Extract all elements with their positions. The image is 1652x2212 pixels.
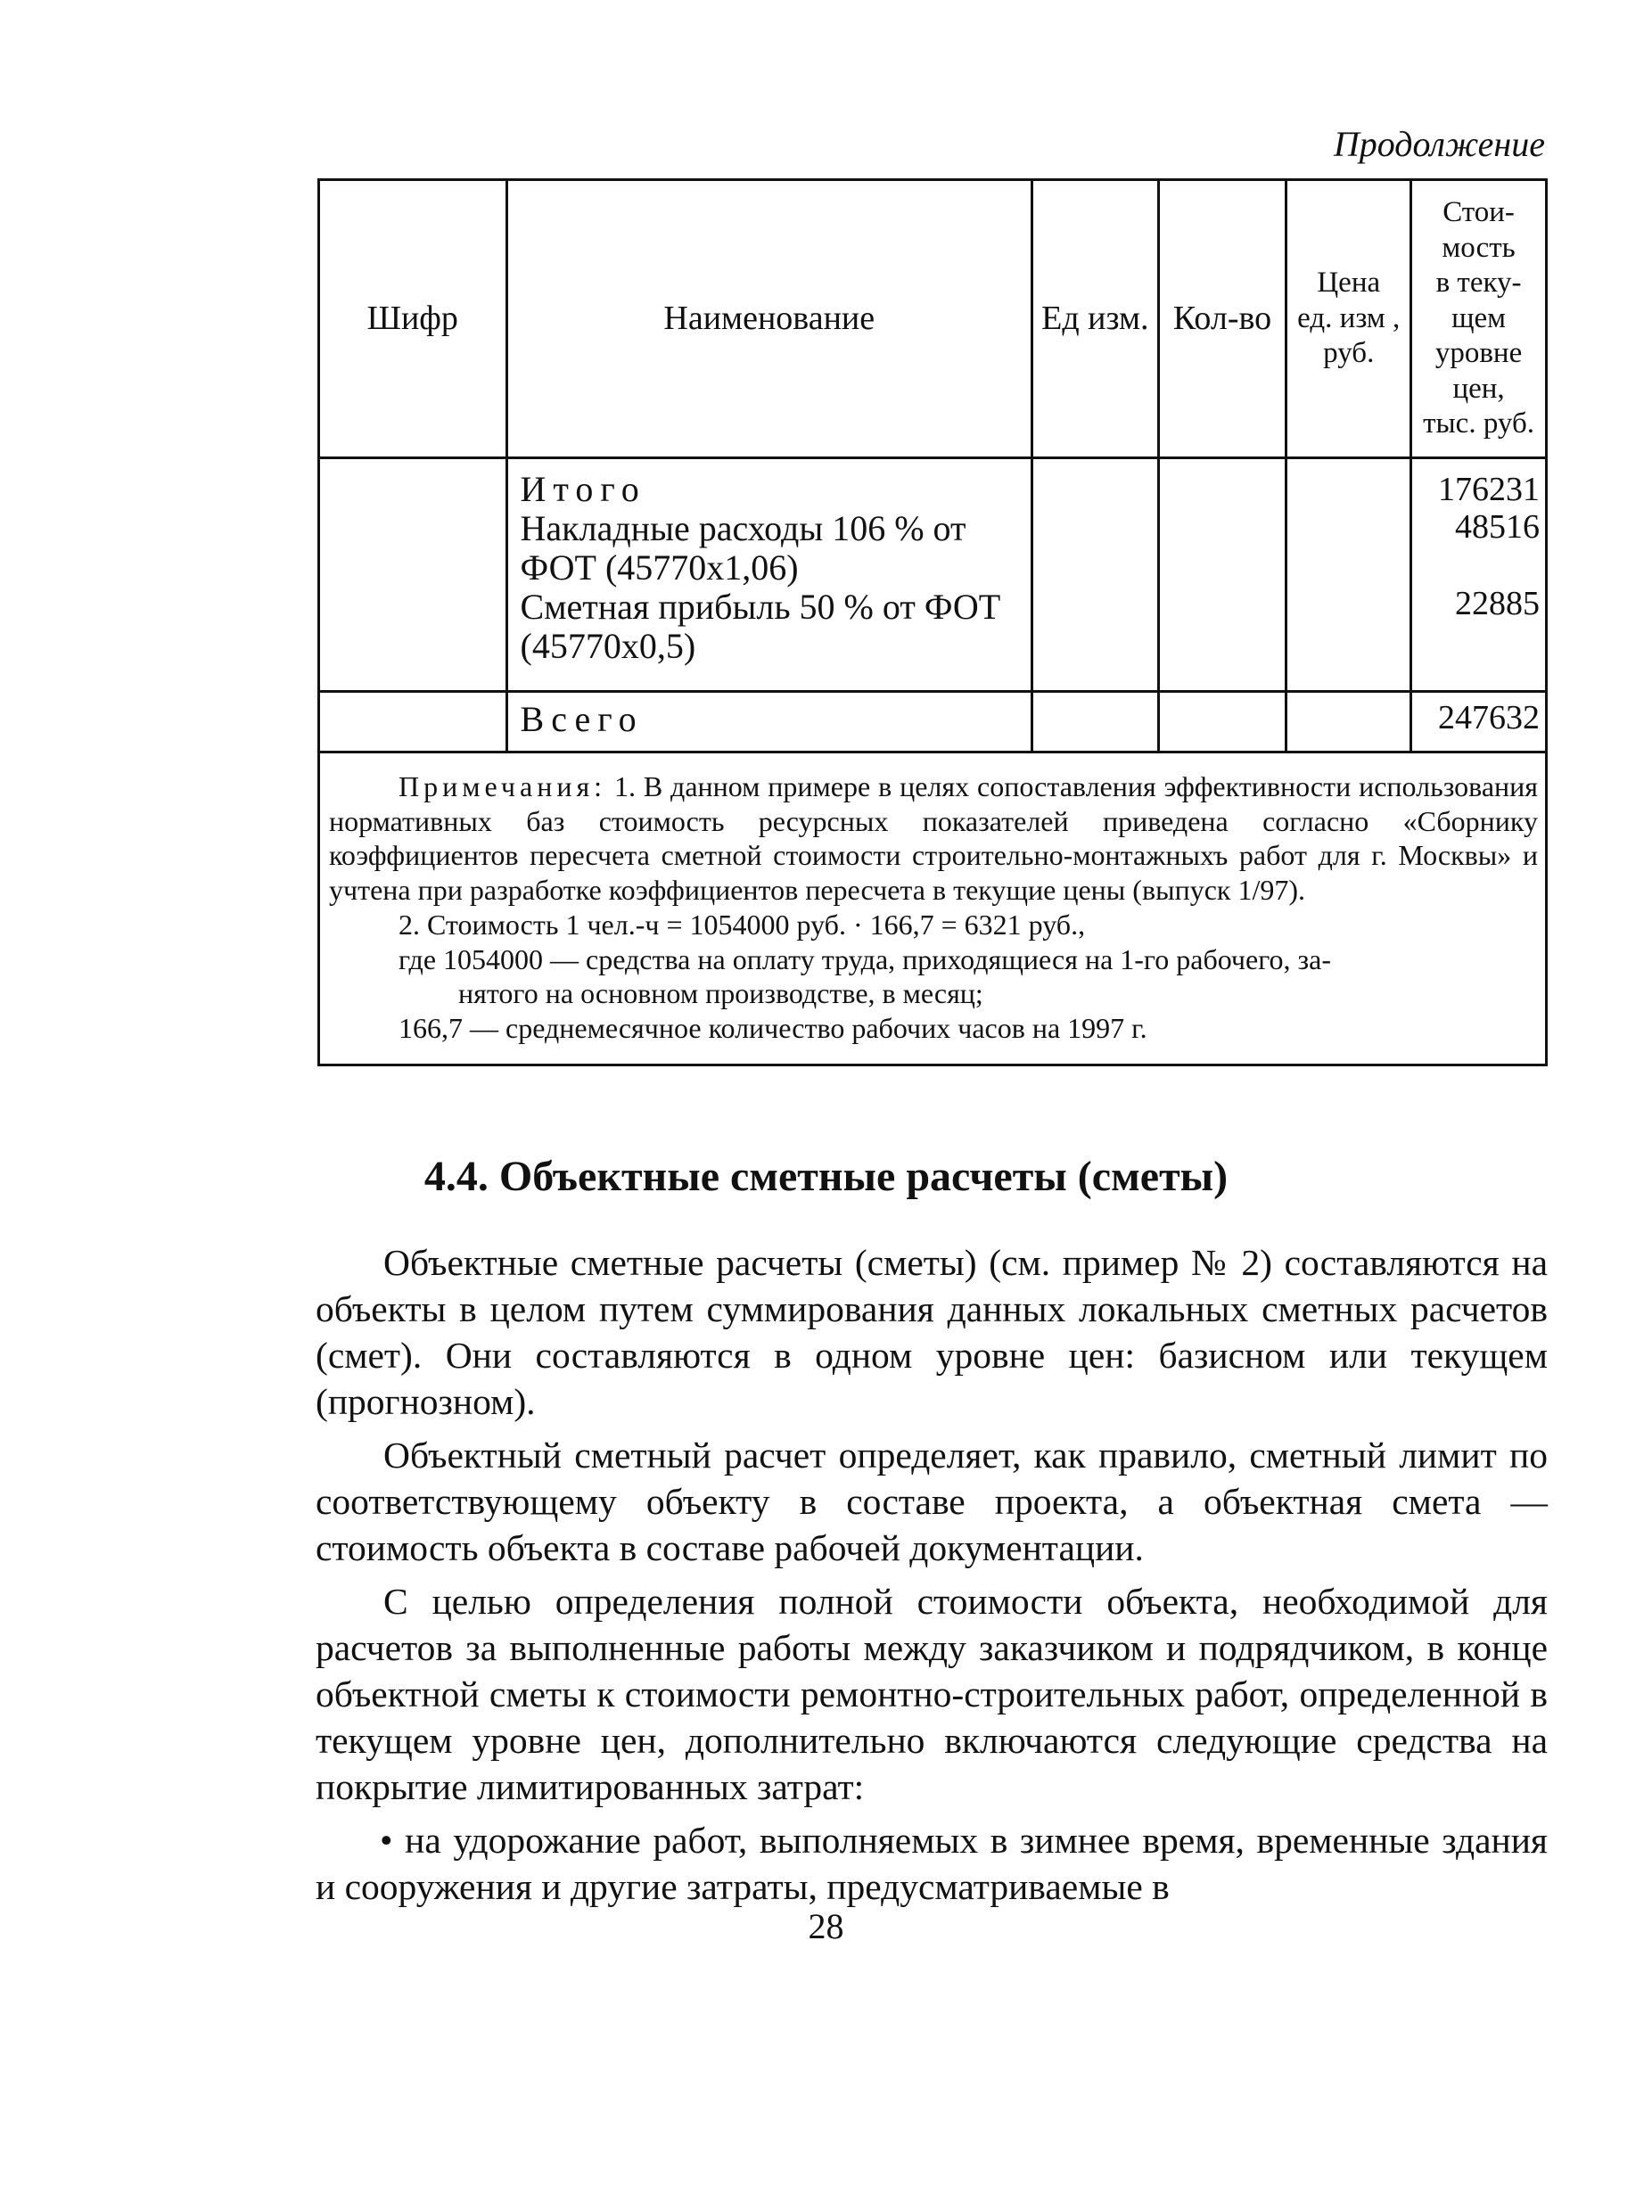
table-row-grand-total <box>319 692 1547 752</box>
page-number: 28 <box>808 1906 844 1946</box>
total-value: 176231 <box>1438 471 1540 508</box>
note-3b: нятого на основном производстве, в месяц; <box>458 977 983 1010</box>
overhead-value: 48516 <box>1455 507 1540 546</box>
grand-label: Всего <box>520 699 644 739</box>
cell-totals-values <box>1411 458 1547 692</box>
bullet-item: • на удорожание работ, выполняемых в зимнее время, временные здания и сооружения и другие затраты, предусматриваемые в <box>316 1820 1548 1907</box>
estimate-table <box>317 178 1548 1066</box>
header-price: Цена ед. изм , руб. <box>1286 180 1411 458</box>
cell-totals-names: Итого Накладные расходы 106 % от ФОТ (45770х1,06) Сметная прибыль 50 % от ФОТ (45770х0,5) <box>506 458 1031 692</box>
notes-cell <box>319 752 1547 1065</box>
note-3: где 1054000 — средства на оплату труда, приходящиеся на 1-го рабочего, за- <box>399 942 1332 975</box>
continuation-label: Продолжение <box>1333 124 1545 164</box>
body-text <box>316 1239 1548 1917</box>
paragraph-3: С целью определения полной стоимости объекта, необходимой для расчетов за выполненные работы между заказчиком и подрядчиком, в конце объектной сметы к стоимости ремонтно-строительных работ, определенной в текущем уровне цен, дополнительно включаются следующие средства на покрытие лимитированных затрат: <box>316 1581 1548 1807</box>
table-row-totals <box>319 458 1547 692</box>
cell-code-empty <box>319 458 507 692</box>
notes-label: Примечания: <box>399 770 607 802</box>
paragraph-2: Объектный сметный расчет определяет, как правило, сметный лимит по соответствующему объекту в составе проекта, а объектная смета — стоимость объекта в составе рабочей документации. <box>316 1435 1548 1568</box>
section-title: 4.4. Объектные сметные расчеты (сметы) <box>423 1153 1229 1200</box>
table-header-row <box>319 180 1547 458</box>
note-2: 2. Стоимость 1 чел.-ч = 1054000 руб. · 166,7 = 6321 руб., <box>399 908 1086 941</box>
grand-value: 247632 <box>1411 692 1547 752</box>
note-4: 166,7 — среднемесячное количество рабочих часов на 1997 г. <box>399 1012 1147 1045</box>
profit-value: 22885 <box>1455 584 1540 622</box>
header-qty: Кол-во <box>1158 180 1286 458</box>
paragraph-1: Объектные сметные расчеты (сметы) (см. пример № 2) составляются на объекты в целом путем суммирования данных локальных сметных расчетов (смет). Они составляются в одном уровне цен: базисном или текущем (прогнозном). <box>316 1242 1548 1422</box>
header-cost: Стои- мость в теку- щем уровне цен, тыс. руб. <box>1411 180 1547 458</box>
note-1: 1. В данном примере в целях сопоставления эффективности использования нормативных баз стоимость ресурсных показателей приведена согласно «Сборнику коэффициентов пересчета сметной стоимости строительно-монтажныхъ работ для г. Москвы» и учтена при разработке коэффициентов пересчета в текущие цены (выпуск 1/97). <box>329 770 1539 907</box>
header-unit: Ед изм. <box>1032 180 1159 458</box>
header-code: Шифр <box>319 180 507 458</box>
table-notes-row <box>319 752 1547 1065</box>
header-name: Наименование <box>506 180 1031 458</box>
total-label: Итого <box>520 469 646 509</box>
